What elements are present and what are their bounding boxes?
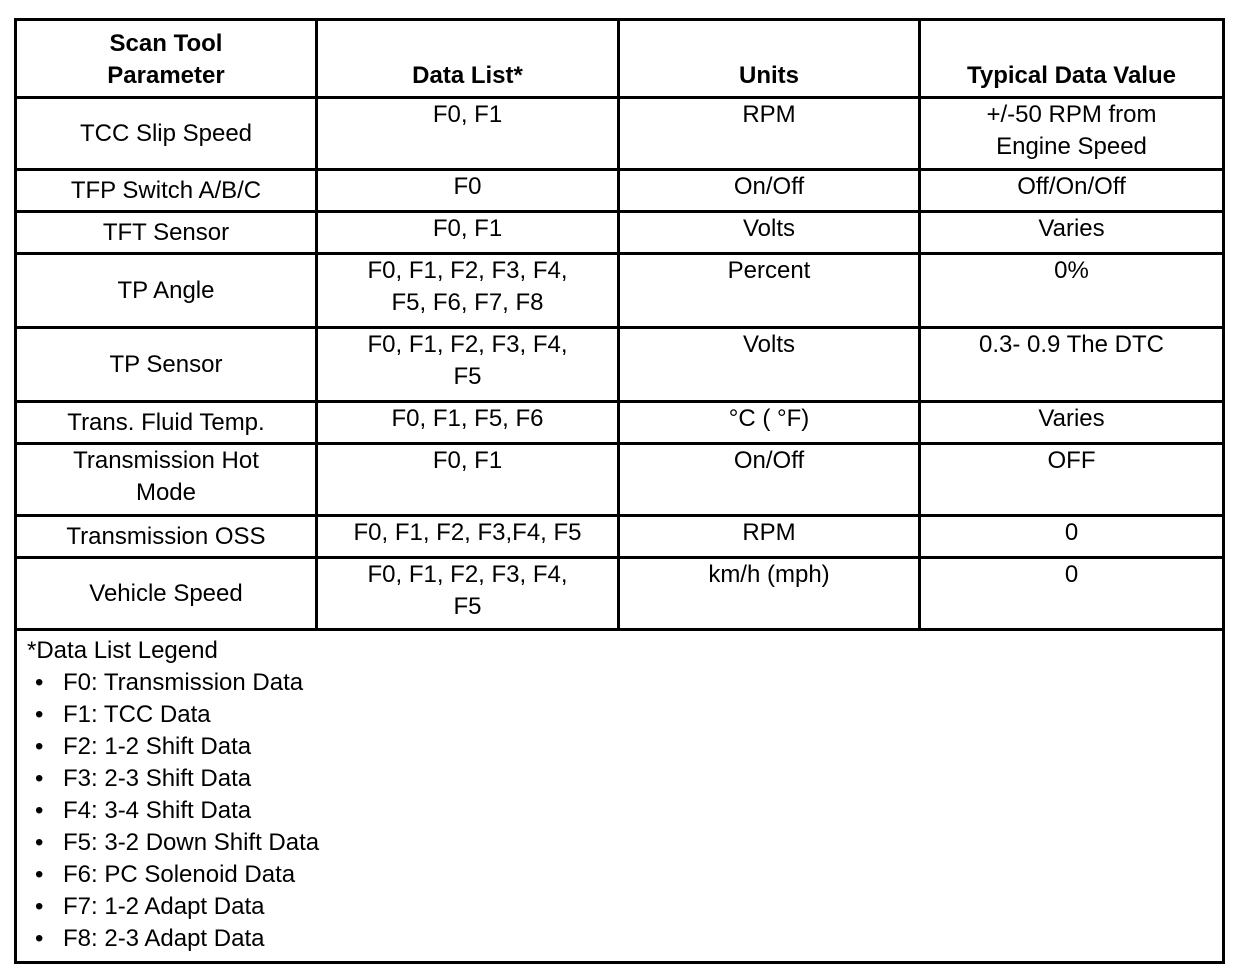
param-cell: TP Sensor <box>16 328 317 402</box>
data-list-cell: F0, F1, F2, F3,F4, F5 <box>317 516 619 558</box>
table-row <box>16 444 1224 516</box>
param-cell: TFT Sensor <box>16 212 317 254</box>
bullet-icon: • <box>35 765 44 792</box>
scan-tool-data-table <box>14 18 1225 964</box>
data-list-cell: F0, F1, F2, F3, F4, F5, F6, F7, F8 <box>317 254 619 328</box>
param-cell: Transmission OSS <box>16 516 317 558</box>
bullet-icon: • <box>35 925 44 952</box>
data-list-cell: F0 <box>317 170 619 212</box>
units-cell: Volts <box>619 212 920 254</box>
units-cell: On/Off <box>619 170 920 212</box>
typical-cell: 0.3- 0.9 The DTC <box>920 328 1224 402</box>
legend-row <box>16 630 1224 963</box>
data-list-cell: F0, F1 <box>317 212 619 254</box>
legend-list <box>27 667 1212 955</box>
units-cell: °C ( °F) <box>619 402 920 444</box>
units-cell: On/Off <box>619 444 920 516</box>
units-cell: Percent <box>619 254 920 328</box>
table-row <box>16 170 1224 212</box>
typical-cell: Varies <box>920 402 1224 444</box>
table-row <box>16 558 1224 630</box>
list-item: • F7: 1-2 Adapt Data <box>27 891 1212 923</box>
list-item: • F2: 1-2 Shift Data <box>27 731 1212 763</box>
bullet-icon: • <box>35 829 44 856</box>
data-list-cell: F0, F1 <box>317 444 619 516</box>
bullet-icon: • <box>35 861 44 888</box>
param-cell: TP Angle <box>16 254 317 328</box>
bullet-icon: • <box>35 733 44 760</box>
legend-title: *Data List Legend <box>27 637 218 664</box>
param-cell: TFP Switch A/B/C <box>16 170 317 212</box>
list-item: • F0: Transmission Data <box>27 667 1212 699</box>
header-data-list: Data List* <box>317 20 619 98</box>
units-cell: km/h (mph) <box>619 558 920 630</box>
header-units: Units <box>619 20 920 98</box>
units-cell: RPM <box>619 98 920 170</box>
bullet-icon: • <box>35 669 44 696</box>
param-cell: Trans. Fluid Temp. <box>16 402 317 444</box>
table-row <box>16 212 1224 254</box>
units-cell: RPM <box>619 516 920 558</box>
list-item: • F6: PC Solenoid Data <box>27 859 1212 891</box>
param-cell: TCC Slip Speed <box>16 98 317 170</box>
table-row <box>16 98 1224 170</box>
list-item: • F8: 2-3 Adapt Data <box>27 923 1212 955</box>
table-row <box>16 328 1224 402</box>
units-cell: Volts <box>619 328 920 402</box>
typical-cell: 0 <box>920 516 1224 558</box>
data-list-cell: F0, F1, F2, F3, F4, F5 <box>317 558 619 630</box>
typical-cell: OFF <box>920 444 1224 516</box>
list-item: • F4: 3-4 Shift Data <box>27 795 1212 827</box>
table-row <box>16 516 1224 558</box>
table-row <box>16 402 1224 444</box>
table-row <box>16 254 1224 328</box>
table-header-row <box>16 20 1224 98</box>
list-item: • F1: TCC Data <box>27 699 1212 731</box>
data-list-cell: F0, F1, F2, F3, F4, F5 <box>317 328 619 402</box>
data-list-cell: F0, F1 <box>317 98 619 170</box>
typical-cell: Varies <box>920 212 1224 254</box>
data-list-cell: F0, F1, F5, F6 <box>317 402 619 444</box>
bullet-icon: • <box>35 893 44 920</box>
typical-cell: +/-50 RPM from Engine Speed <box>920 98 1224 170</box>
bullet-icon: • <box>35 797 44 824</box>
data-list-legend <box>16 630 1224 963</box>
typical-cell: Off/On/Off <box>920 170 1224 212</box>
header-parameter: Scan Tool Parameter <box>16 20 317 98</box>
param-cell: Transmission Hot Mode <box>16 444 317 516</box>
header-typical-data-value: Typical Data Value <box>920 20 1224 98</box>
list-item: • F3: 2-3 Shift Data <box>27 763 1212 795</box>
param-cell: Vehicle Speed <box>16 558 317 630</box>
bullet-icon: • <box>35 701 44 728</box>
typical-cell: 0% <box>920 254 1224 328</box>
list-item: • F5: 3-2 Down Shift Data <box>27 827 1212 859</box>
typical-cell: 0 <box>920 558 1224 630</box>
